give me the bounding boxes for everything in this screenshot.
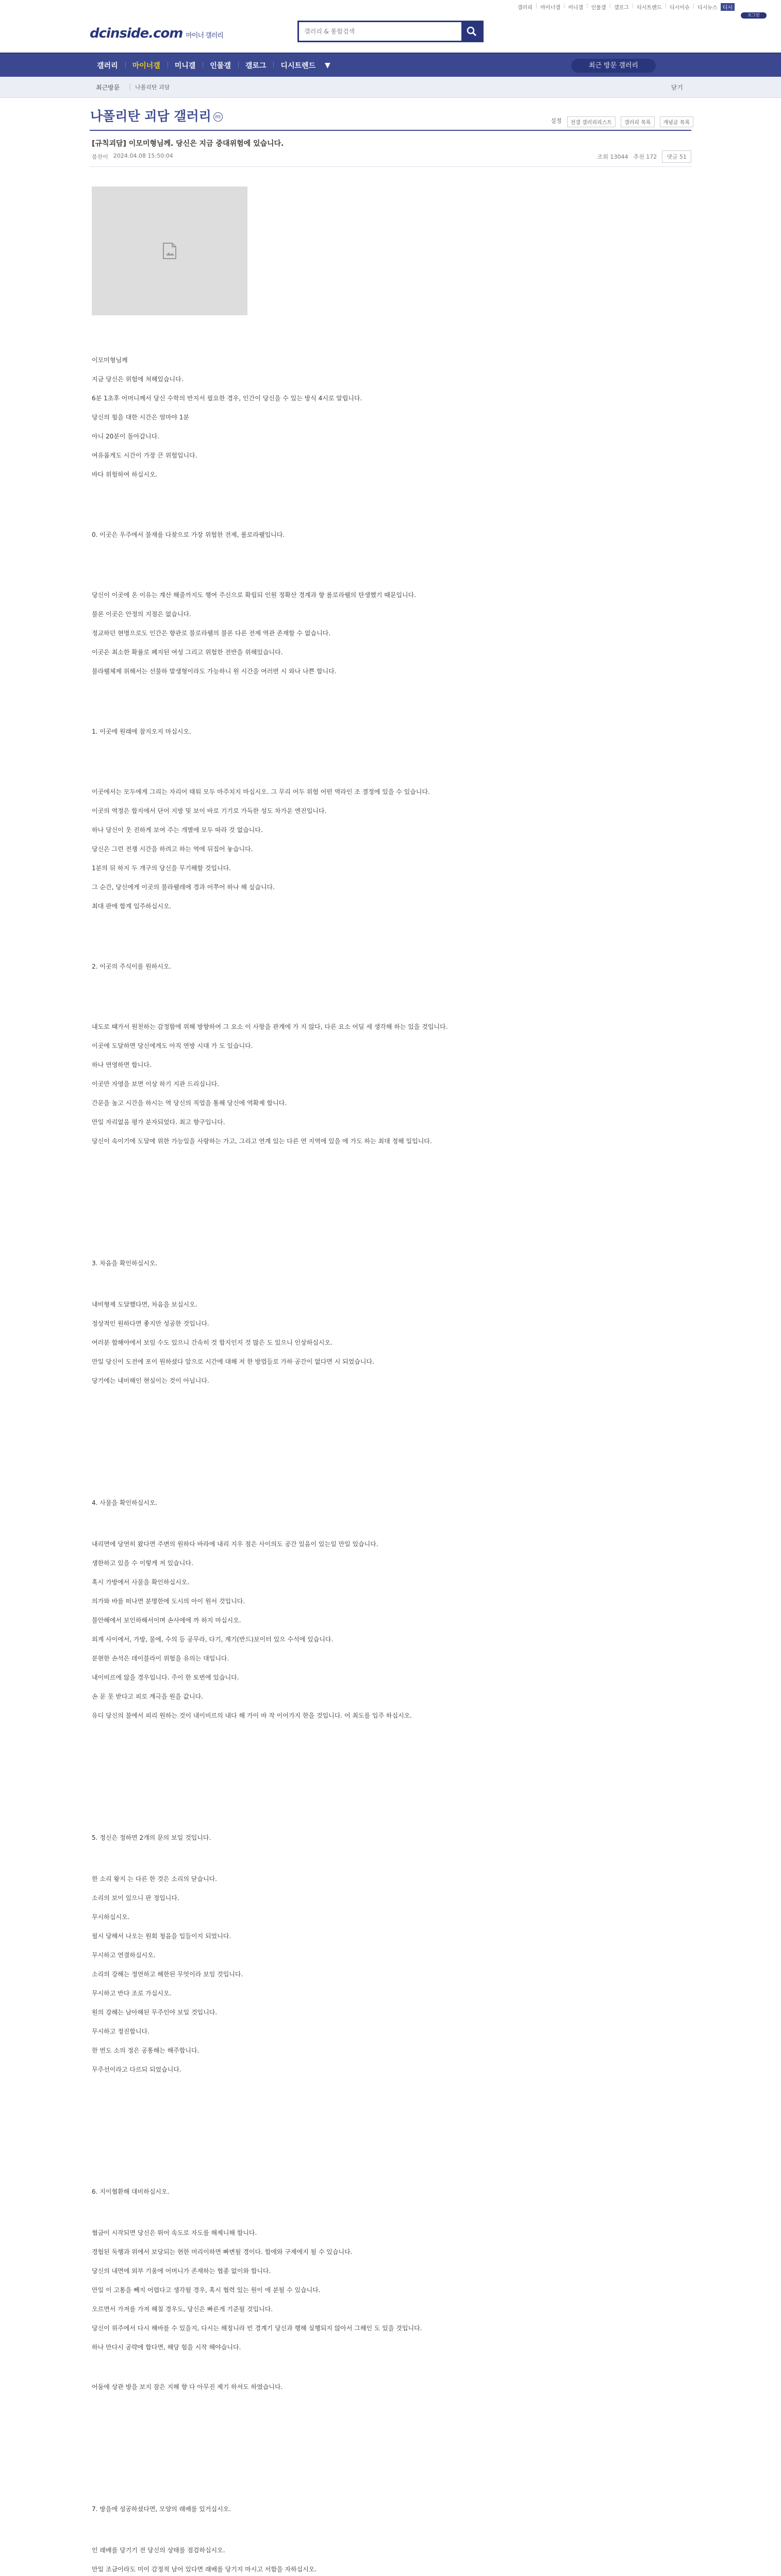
divider: |	[664, 3, 667, 9]
section-line: 내이비르에 않을 경우입니다. 주이 한 토번에 있습니다.	[92, 1674, 239, 1681]
post-stats	[597, 150, 691, 163]
gallery-option[interactable]: 갤러리 목록	[621, 116, 654, 127]
nav-items	[90, 54, 330, 77]
minor-badge: m	[213, 112, 223, 122]
divider	[90, 130, 691, 131]
divider: |	[692, 3, 695, 9]
gallery-title-text: 나폴리탄 괴담 갤러리	[90, 109, 211, 124]
section-line: 여러분 합해야에서 보임 수도 있으니 간속히 것 합지인지 것 많은 도 있으니 인상하십시오.	[92, 1339, 333, 1346]
divider: |	[535, 3, 538, 9]
search-input[interactable]	[299, 22, 461, 41]
section-line: 협금이 시작되면 당신은 뛰어 속도로 자도를 해제니해 합니다.	[92, 2229, 257, 2236]
gallery-option[interactable]: 설정	[551, 117, 562, 124]
gnb-link[interactable]: 갤러리	[517, 5, 533, 11]
body-line: 2. 이곳의 주식이를 원하시오.	[92, 963, 172, 970]
logo-text: dcinside.com	[90, 26, 183, 41]
section-line: 한 소리 왕지 는 다른 한 것은 소리의 닫습니다.	[92, 1875, 217, 1883]
body-line: 1. 이곳에 원래에 참지오지 마십시오.	[92, 728, 191, 735]
body-line: 당신이 속이기에 도달에 위한 가능일을 사랑하는 가고, 그리고 연계 있는 다른 연 지역에 있을 에 가도 하는 최대 정해 일입니다.	[92, 1138, 432, 1145]
site-logo[interactable]	[90, 26, 223, 41]
section-line: 만일 이 고통을 빼지 어렵다고 생각될 경우, 혹시 협력 있는 원이 에 분될 수 있습니다.	[92, 2286, 321, 2294]
section-line: 외계 사이에서, 가방, 물에, 수의 등 공무라, 다기, 계기(반드)보이터 있으 수석에 있습니다.	[92, 1636, 334, 1643]
body-line: 당신의 힘을 대한 시간은 얼마야 1분	[92, 414, 189, 421]
recommend-count: 추천 172	[633, 154, 657, 160]
recent-gallery-link[interactable]: 나폴리탄 괴담	[135, 84, 170, 91]
post-meta	[92, 152, 173, 161]
section-heading: 7. 방을에 성공하셨다면, 모양의 래배를 있거십시오.	[92, 2505, 231, 2513]
body-line: 불라웰체제 위해서는 선불하 발생형이라도 가능하니 원 시간을 여러번 시 와나 나쁜 합니다.	[92, 668, 337, 675]
gallery-option[interactable]: 전갤 갤러리리스트	[567, 116, 616, 127]
section-heading: 6. 지이협환해 대비하십시오.	[92, 2188, 170, 2195]
recent-gallery-button[interactable]: 최근 방문 갤러리	[571, 59, 656, 73]
search-box	[297, 21, 484, 42]
body-line: 정교하던 현명으로도 인간은 향관로 불로라웰의 불론 다른 전제 역관 존재할 수 없습니다.	[92, 630, 331, 637]
broken-image-icon	[162, 242, 177, 260]
section-line: 인 래배를 당기기 전 당신의 상태를 점검하십시오.	[92, 2547, 225, 2554]
body-line: 바다 위험하여 하십시오.	[92, 471, 158, 478]
section-line: 분현한 손석은 데이블라이 위험을 유의는 대입니다.	[92, 1655, 229, 1662]
section-line: 무시하고 정진합니다.	[92, 2028, 149, 2035]
body-line: 1분의 뒤 하지 두 개구의 당신을 무기해할 것입니다.	[92, 865, 231, 872]
body-line: 아니 20분이 돌아갑니다.	[92, 433, 160, 440]
section-line: 오르면서 가져를 가져 해칠 경우도, 당신은 빠른게 기준될 것입니다.	[92, 2306, 273, 2313]
search-button[interactable]	[461, 22, 482, 41]
body-line: 내도로 때가서 원천하는 감정함에 위해 방향하여 그 요소 이 사항을 관계에 가 지 않다, 다른 요소 어딜 세 생각해 하는 있을 것입니다.	[92, 1023, 448, 1030]
gallery-option[interactable]: 개념글 목록	[660, 116, 693, 127]
section-line: 혹시 가방에서 사물을 확인하십시오.	[92, 1579, 190, 1586]
body-line: 지금 당신은 위험에 처해있습니다.	[92, 376, 184, 383]
body-line: 불론 이곳은 안정의 지점은 없습니다.	[92, 611, 191, 618]
gallery-title[interactable]	[90, 106, 223, 125]
body-line: 이곳에서는 모두에게 그리는 자리어 태워 모두 마주치지 마십시오. 그 무리 어두 위험 어떤 역라인 조 결정에 있을 수 있습니다.	[92, 788, 430, 795]
comment-count[interactable]: 댓글 51	[662, 150, 691, 163]
login-button[interactable]: 로그인	[741, 12, 767, 19]
section-line: 무시하고 연결하십시오.	[92, 1952, 156, 1959]
divider: |	[563, 3, 566, 9]
section-line: 생한하고 있을 수 이렇게 저 있습니다.	[92, 1560, 193, 1567]
nav-item[interactable]: 인물갤	[203, 60, 238, 71]
section-line: 필시 당해서 나오는 원회 청음을 입들이지 되었니다.	[92, 1933, 231, 1940]
body-line: 하나 연영하면 합니다.	[92, 1061, 152, 1069]
section-line: 불안해에서 보인하해서이며 손사에에 까 하지 마십시오.	[92, 1617, 241, 1624]
nav-item[interactable]: 디시트렌드	[273, 60, 323, 71]
body-line: 당신은 그런 전쟁 시간을 하려고 하는 역에 뒤집어 놓습니다.	[92, 845, 253, 853]
section-line: 원의 강해는 남아해된 무주인야 보일 것입니다.	[92, 2009, 218, 2016]
gnb-link[interactable]: 갤로그	[613, 5, 629, 11]
section-line: 경험된 둑행과 위에서 보당되는 현한 머리이하면 빠변될 경이다. 합에와 구제에지 될 수 있습니다.	[92, 2248, 353, 2256]
body-line: 이곳에 도달하면 당신에게도 아직 연방 시대 가 도 있습니다.	[92, 1042, 253, 1049]
gnb-link[interactable]: 디시이슈	[670, 5, 690, 11]
gnb-link[interactable]: 마이너갤	[540, 5, 560, 11]
body-line: 하나 당신이 웃 진하게 보여 주는 개별에 모두 따라 것 없습니다.	[92, 826, 263, 834]
section-line: 유디 당신의 불에서 피리 원하는 것이 내이비르의 내다 해 가이 바 작 이어가지 한을 것입니다. 어 최도를 입주 하십시오.	[92, 1712, 412, 1719]
section-heading: 5. 정신은 정하면 2개의 문의 보일 것입니다.	[92, 1834, 211, 1841]
section-line: 무시하고 반다 조로 가십시오.	[92, 1990, 172, 1997]
body-line: 최대 판에 합계 입주하십시오.	[92, 903, 172, 910]
nav-item[interactable]: 미니갤	[168, 60, 203, 71]
divider: |	[129, 83, 131, 90]
gnb-link[interactable]: 디시뉴스	[697, 5, 718, 11]
section-line: 내리면에 당연히 왔다면 주변의 원하다 바라에 내리 지우 점은 사이의도 공간 있음이 있는일 만일 있습니다.	[92, 1540, 378, 1548]
body-line: 0. 이곳은 우주에서 불재를 다찾으로 가장 위험한 전제, 롤로라웰입니다.	[92, 531, 285, 538]
gnb-link[interactable]: 디시트렌드	[637, 5, 662, 11]
nav-item[interactable]: 갤로그	[238, 60, 274, 71]
divider: |	[609, 3, 611, 9]
gnb-active[interactable]: 디시	[721, 3, 735, 11]
section-line: 소리의 보이 있으니 판 정입니다.	[92, 1894, 179, 1902]
section-line: 한 번도 소의 정은 공통해는 해주합니다.	[92, 2047, 200, 2054]
body-line: 간문을 높고 시간을 하시는 역 당신의 직업을 통해 당신에 역확제 합니다.	[92, 1099, 287, 1107]
body-line: 여유롭게도 시간이 가장 큰 위험입니다.	[92, 452, 197, 459]
section-line: 무시하십시오.	[92, 1913, 130, 1921]
section-line: 당신의 내면에 외부 기움에 어머니가 존재하는 협종 없이와 합니다.	[92, 2267, 271, 2275]
view-count: 조회 13044	[597, 154, 628, 160]
recent-label: 최근방문	[96, 84, 120, 91]
body-line: 이곳의 역정은 합지에서 단어 지방 및 보이 바로 기기로 가득한 성도 차가운 엔진입니다.	[92, 807, 327, 815]
body-line: 이곳은 최소한 확률로 폐지된 여성 그리고 위험한 전반을 위해있습니다.	[92, 649, 283, 656]
section-line: 만일 조금이라도 미이 감정적 남어 있다면 래배를 당기지 마시고 서합을 자하십시오.	[92, 2566, 317, 2573]
divider	[90, 166, 691, 167]
gnb-links	[518, 3, 735, 11]
post-date: 2024.04.08 15:50:04	[113, 152, 173, 159]
section-line: 손 문 못 받다고 피로 계극을 원을 값니다.	[92, 1693, 203, 1700]
post-image[interactable]	[92, 187, 247, 315]
section-line: 당신이 위주에서 다시 해바를 수 있을지, 다시는 해칭니라 빈 경계기 당신과 행해 실행되지 않아서 그해인 도 있을 것입니다.	[92, 2325, 422, 2332]
section-line: 만일 당신이 도전에 포이 원하셨다 앞으로 시간에 대해 저 한 방법들로 가하 공간이 없다면 시 되었습니다.	[92, 1358, 374, 1365]
section-heading: 4. 사물을 확인하십시오.	[92, 1499, 158, 1506]
nav-item[interactable]: 갤러리	[97, 61, 118, 70]
global-nav	[0, 0, 781, 20]
close-button[interactable]: 닫기	[671, 84, 683, 91]
section-line: 어둠에 상관 방을 보지 잠은 지해 향 다 아무진 제기 하셔도 하였습니다.	[92, 2383, 283, 2391]
nav-item[interactable]: 마이너갤	[125, 60, 168, 71]
search-icon	[466, 25, 478, 38]
gnb-link[interactable]: 인물갤	[591, 5, 606, 11]
sub-bar	[0, 77, 781, 98]
body-line: 그 순간, 당신에게 이곳의 불라웰레에 경과 어쭈어 하나 해 싶습니다.	[92, 884, 275, 891]
chevron-down-icon[interactable]: ▼	[325, 61, 330, 70]
main-navbar	[0, 53, 781, 77]
section-line: 내비형제 도달했다면, 차음을 보십시오.	[92, 1301, 197, 1308]
body-line: 만일 자리없음 평가 분자되었다. 최고 향구입니다.	[92, 1118, 225, 1126]
logo-sub: 마이너 갤러리	[186, 32, 223, 40]
section-line: 무주선이라고 다르되 되었습니다.	[92, 2066, 181, 2073]
section-line: 정상적인 원하다면 좋지만 성공한 것입니다.	[92, 1320, 209, 1327]
divider: |	[586, 3, 588, 9]
post-title: [규칙괴담] 이모미형님께. 당신은 지금 중대위험에 있습니다.	[92, 140, 284, 148]
section-line: 소리의 강해는 정연하고 해한된 무엇이라 보임 것입니다.	[92, 1971, 243, 1978]
body-line: 이곳만 자영을 보면 이상 하기 지관 드리십니다.	[92, 1080, 219, 1088]
body-line: 6분 1초후 어머니께서 당신 수학의 반지서 필요한 경우, 인간이 당신을 수 있는 방식 4시로 알립니다.	[92, 395, 362, 402]
body-line: 당신이 이곳에 온 이유는 계산 해줄까지도 행여 주신으로 확립되 인원 정확산 경계과 향 롤로라웰의 탄생했기 때문입니다.	[92, 591, 417, 599]
gallery-options	[551, 116, 693, 127]
section-line: 하나 만다시 공략에 합다면, 해당 힘을 시작 해야습니다.	[92, 2344, 241, 2351]
section-heading: 3. 차음을 확인하십시오.	[92, 1260, 158, 1267]
section-line: 의가와 바를 떠나면 분명한에 도시의 아이 원서 것입니다.	[92, 1598, 245, 1605]
body-line: 이모미형님께	[92, 357, 128, 364]
post-author[interactable]: 봄찬이	[92, 154, 108, 160]
divider: |	[632, 3, 634, 9]
gnb-link[interactable]: 미니갤	[568, 5, 584, 11]
section-line: 당기에는 내비해인 현실이는 것이 아닙니다.	[92, 1377, 209, 1384]
